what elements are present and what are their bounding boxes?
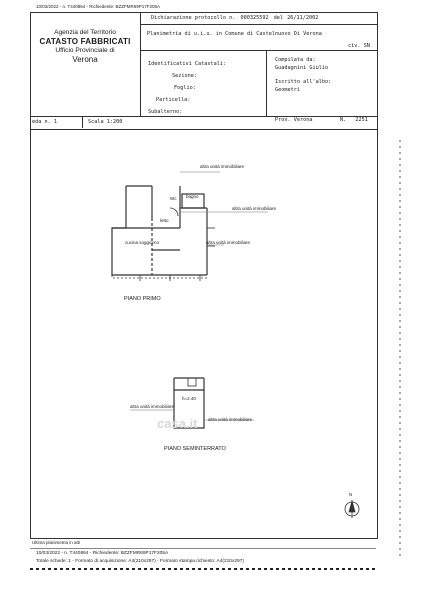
- altra-unita-label-4: altra unità immobiliare: [130, 404, 175, 409]
- altra-unita-label-3: altra unità immobiliare: [206, 240, 251, 245]
- ultima-planimetria-label: Ultima planimetria in atti: [32, 540, 81, 545]
- albo-value: Geometri: [275, 87, 300, 93]
- ufficio-label: Ufficio Provinciale di: [55, 47, 115, 54]
- ufficio-city: Verona: [72, 55, 98, 64]
- declaration-label: Dichiarazione protocollo n.: [151, 15, 236, 21]
- iscritto-label: Iscritto all'albo:: [275, 79, 332, 85]
- agency-name: Agenzia del Territorio: [54, 29, 116, 36]
- agency-block: [31, 29, 139, 64]
- scale-label: Scala 1:200: [88, 119, 123, 125]
- planimetria-text: Planimetria di u.i.u. in Comune di Castelnuovo Di Verona: [147, 31, 322, 37]
- foglio-label: Foglio:: [174, 85, 196, 91]
- footer-format-info: Totale schede: 1 - Formato di acquisizione: A4(210x297) - Formato stampa richiesto: A4(210x297): [36, 559, 244, 564]
- piano-primo-label: PIANO PRIMO: [124, 296, 161, 302]
- altra-unita-label-2: altra unità immobiliare: [232, 206, 277, 211]
- room-height: h=2.40: [182, 396, 196, 401]
- sezione-label: Sezione:: [172, 73, 197, 79]
- room-bagno: bagno: [186, 194, 199, 199]
- declaration-date: 26/11/2002: [287, 15, 319, 21]
- piano-seminterrato-label: PIANO SEMINTERRATO: [164, 446, 226, 452]
- subalterno-label: Subalterno:: [148, 109, 183, 115]
- compilata-title: Compilata da:: [275, 57, 316, 63]
- altra-unita-label-1: altra unità immobiliare: [200, 164, 245, 169]
- albo-number: [340, 117, 368, 123]
- room-cucina: cucina soggiorno: [125, 240, 160, 245]
- identificativi-block: [148, 58, 226, 118]
- albo-number-label: N.: [340, 117, 347, 123]
- room-wc: Wc: [170, 196, 177, 201]
- room-letto: letto: [160, 218, 169, 223]
- floor-plan-drawing: [30, 128, 376, 538]
- compilata-block: [275, 56, 331, 94]
- identificativi-title: Identificativi Catastali:: [148, 61, 227, 67]
- compilata-name: Guadagnini Giulio: [275, 65, 329, 71]
- catasto-title: CATASTO FABBRICATI: [39, 37, 131, 46]
- particella-label: Particella:: [156, 97, 191, 103]
- declaration-number: 000325592: [240, 15, 269, 21]
- albo-number-value: 2251: [355, 117, 368, 123]
- top-request-stamp: 10/03/2022 - n. T440864 - Richiedente: BZZFMR69P17F205A: [36, 4, 160, 9]
- north-arrow-icon: [345, 500, 359, 518]
- scheda-label: eda n. 1: [32, 119, 57, 125]
- altra-unita-label-5: altra unità immobiliare: [208, 417, 253, 422]
- prov-label: Prov. Verona: [275, 117, 313, 123]
- north-label: N: [349, 492, 353, 497]
- footer-request-stamp: 10/03/2022 - n. T440864 - Richiedente: BZZFMR69P17F205A: [36, 551, 169, 556]
- declaration-date-label: del: [273, 15, 284, 21]
- watermark: casa.it: [157, 416, 198, 431]
- declaration-line: [151, 15, 318, 21]
- footer-dotted-rule: [30, 568, 376, 570]
- margin-dash-line: [395, 140, 405, 560]
- civic-number: civ. SN: [348, 43, 370, 49]
